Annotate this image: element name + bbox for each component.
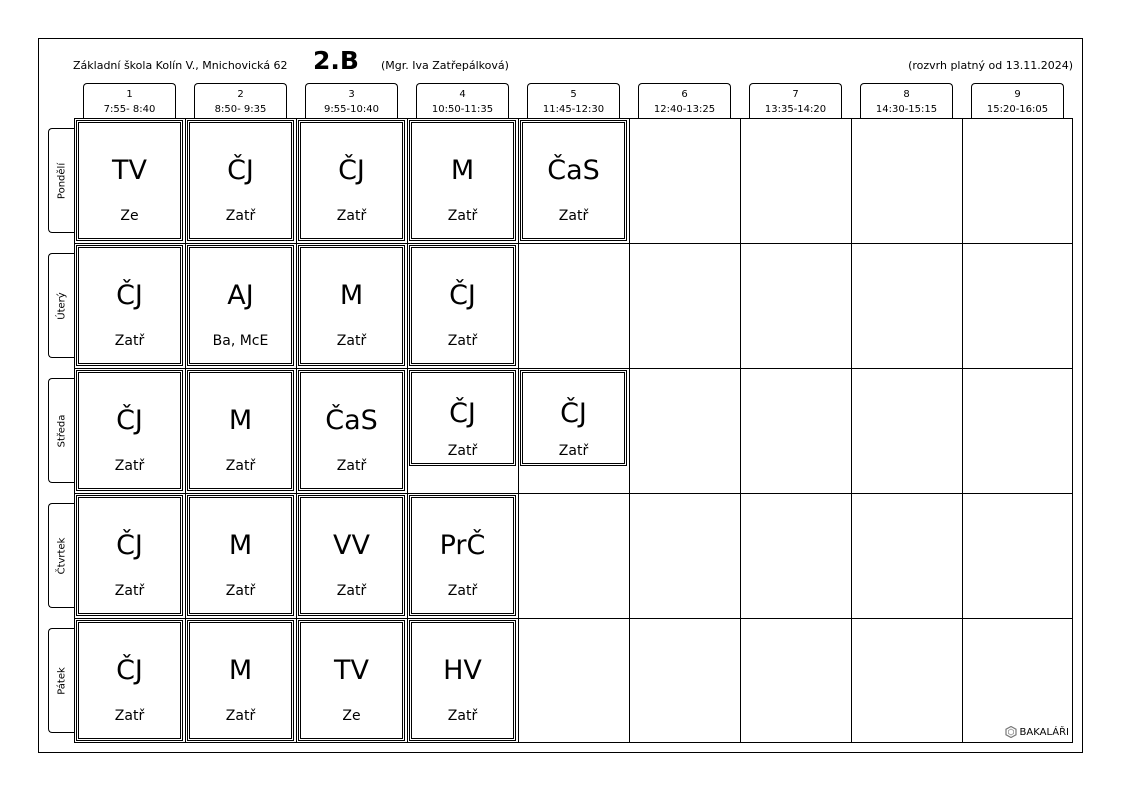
lesson-teacher: Zatř [114,458,145,474]
lesson-teacher: Zatř [558,443,589,459]
period-number: 8 [903,89,910,100]
school-name: Základní škola Kolín V., Mnichovická 62 [73,59,288,72]
period-tab-4 [416,83,509,119]
grid-column-line [629,118,630,743]
period-number: 4 [459,89,466,100]
day-label: Čtvrtek [56,537,67,574]
period-tab-5 [527,83,620,119]
lesson-subject: M [228,405,253,436]
grid-column-line [962,118,963,743]
lesson-cell [409,620,516,741]
lesson-teacher: Zatř [447,443,478,459]
lesson-subject: PrČ [439,530,486,561]
grid-row-line [74,368,1073,369]
day-tab-5 [48,628,74,733]
period-tab-2 [194,83,287,119]
period-number: 9 [1014,89,1021,100]
lesson-cell [187,120,294,241]
lesson-subject: ČJ [560,398,587,429]
grid-column-line [407,118,408,743]
lesson-subject: M [228,530,253,561]
lesson-cell [76,120,183,241]
lesson-cell [76,370,183,491]
day-tab-1 [48,128,74,233]
grid-column-line [740,118,741,743]
period-number: 5 [570,89,577,100]
brand-footer [1005,726,1069,738]
lesson-subject: TV [334,655,369,686]
day-tab-2 [48,253,74,358]
lesson-teacher: Zatř [336,583,367,599]
lesson-cell [76,495,183,616]
lesson-subject: TV [112,155,147,186]
period-time: 9:55-10:40 [324,104,379,115]
grid-column-line [296,118,297,743]
lesson-teacher: Zatř [336,458,367,474]
lesson-subject: VV [333,530,370,561]
lesson-cell [76,245,183,366]
lesson-cell [520,120,627,241]
lesson-cell [298,245,405,366]
period-tab-3 [305,83,398,119]
grid-row-line [74,493,1073,494]
period-time: 13:35-14:20 [764,104,827,115]
lesson-cell [409,370,516,466]
period-time: 12:40-13:25 [653,104,716,115]
lesson-teacher: Ba, McE [212,333,269,349]
lesson-teacher: Zatř [225,208,256,224]
brand-label: BAKALÁŘI [1019,726,1069,738]
lesson-cell [187,495,294,616]
lesson-teacher: Zatř [114,708,145,724]
lesson-teacher: Zatř [447,333,478,349]
period-time: 14:30-15:15 [875,104,938,115]
lesson-subject: AJ [227,280,254,311]
lesson-cell [187,620,294,741]
lesson-cell [298,120,405,241]
lesson-teacher: Zatř [225,708,256,724]
day-tab-4 [48,503,74,608]
lesson-teacher: Ze [120,208,139,224]
grid-column-line [851,118,852,743]
day-label: Středa [56,414,67,447]
lesson-cell [409,245,516,366]
lesson-subject: HV [443,655,482,686]
lesson-cell [409,120,516,241]
lesson-teacher: Zatř [225,583,256,599]
period-time: 7:55- 8:40 [103,104,156,115]
lesson-subject: ČJ [449,398,476,429]
period-time: 8:50- 9:35 [214,104,267,115]
period-time: 11:45-12:30 [542,104,605,115]
lesson-subject: M [450,155,475,186]
grid-row-line [74,618,1073,619]
lesson-teacher: Zatř [225,458,256,474]
lesson-subject: ČaS [547,155,600,186]
grid-row-line [74,243,1073,244]
period-number: 6 [681,89,688,100]
lesson-cell [187,370,294,491]
period-tab-7 [749,83,842,119]
period-tab-9 [971,83,1064,119]
lesson-cell [298,370,405,491]
day-label: Úterý [56,291,67,320]
day-label: Pátek [56,666,67,695]
period-number: 2 [237,89,244,100]
period-number: 7 [792,89,799,100]
lesson-subject: M [339,280,364,311]
period-tab-8 [860,83,953,119]
lesson-teacher: Zatř [336,208,367,224]
day-tab-3 [48,378,74,483]
lesson-teacher: Zatř [114,333,145,349]
lesson-subject: ČJ [116,280,143,311]
period-number: 3 [348,89,355,100]
lesson-cell [409,495,516,616]
grid-column-line [518,118,519,743]
lesson-teacher: Zatř [558,208,589,224]
lesson-subject: ČJ [338,155,365,186]
lesson-cell [298,620,405,741]
lesson-teacher: Zatř [114,583,145,599]
lesson-subject: ČJ [116,655,143,686]
lesson-subject: ČJ [449,280,476,311]
class-name: 2.B [313,46,359,75]
lesson-subject: ČJ [116,405,143,436]
lesson-teacher: Zatř [447,208,478,224]
period-time: 15:20-16:05 [986,104,1049,115]
lesson-teacher: Zatř [447,583,478,599]
period-number: 1 [126,89,133,100]
class-teacher: (Mgr. Iva Zatřepálková) [381,59,509,72]
lesson-cell [187,245,294,366]
lesson-cell [298,495,405,616]
period-tab-6 [638,83,731,119]
lesson-subject: ČJ [116,530,143,561]
lesson-teacher: Zatř [336,333,367,349]
lesson-subject: ČaS [325,405,378,436]
lesson-subject: M [228,655,253,686]
lesson-teacher: Zatř [447,708,478,724]
lesson-cell [520,370,627,466]
period-time: 10:50-11:35 [431,104,494,115]
lesson-subject: ČJ [227,155,254,186]
lesson-cell [76,620,183,741]
hexagon-logo-icon [1005,726,1017,738]
validity-note: (rozvrh platný od 13.11.2024) [908,59,1073,72]
grid-column-line [185,118,186,743]
period-tab-1 [83,83,176,119]
lesson-teacher: Ze [342,708,361,724]
day-label: Pondělí [56,162,67,199]
